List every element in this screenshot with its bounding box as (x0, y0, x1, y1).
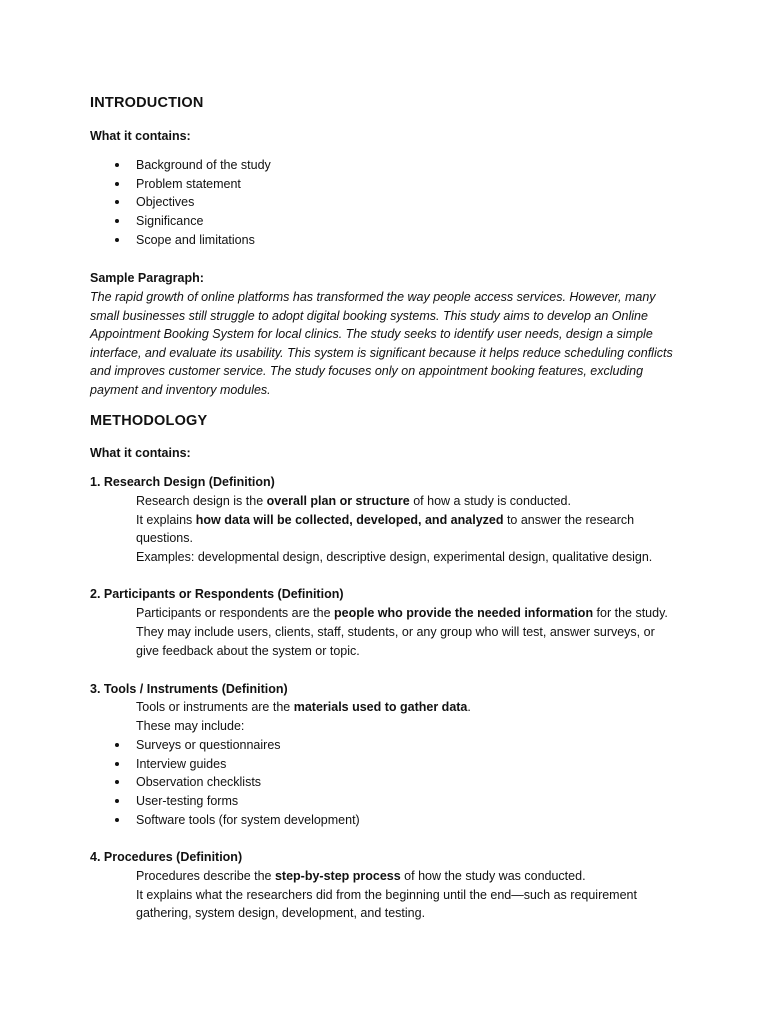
text-run: Tools or instruments are the (136, 700, 294, 714)
section-line: These may include: (136, 719, 245, 733)
text-run-bold: people who provide the needed information (334, 606, 594, 620)
section-line (136, 867, 586, 886)
sample-paragraph (90, 288, 673, 400)
introduction-heading: INTRODUCTION (90, 95, 204, 111)
list-item: Scope and limitations (136, 233, 255, 247)
text-run-bold: materials used to gather data (293, 700, 468, 714)
sample-paragraph-label: Sample Paragraph: (90, 271, 204, 285)
text-run: Participants or respondents are the (136, 606, 335, 620)
bullet-icon (115, 743, 119, 747)
section-line (136, 698, 471, 717)
list-item: Software tools (for system development) (136, 813, 360, 827)
paragraph-line: payment and inventory modules. (90, 382, 271, 397)
bullet-icon (115, 762, 119, 766)
text-run: . (467, 700, 471, 714)
list-item: User-testing forms (136, 794, 239, 808)
bullet-icon (115, 182, 119, 186)
section-procedures-title: 4. Procedures (Definition) (90, 850, 243, 864)
method-contains-label: What it contains: (90, 446, 191, 460)
methodology-heading: METHODOLOGY (90, 413, 208, 429)
text-run: to answer the research (503, 513, 635, 527)
section-line: Examples: developmental design, descriptive design, experimental design, qualitative design. (136, 550, 653, 564)
bullet-icon (115, 200, 119, 204)
section-line: They may include users, clients, staff, students, or any group who will test, answer surveys, or (136, 625, 655, 639)
section-line: gathering, system design, development, and testing. (136, 906, 426, 920)
bullet-icon (115, 238, 119, 242)
intro-contains-label: What it contains: (90, 129, 191, 143)
bullet-icon (115, 799, 119, 803)
bullet-icon (115, 780, 119, 784)
text-run: It explains (136, 513, 196, 527)
bullet-icon (115, 818, 119, 822)
text-run: for the study. (593, 606, 668, 620)
text-run-bold: step-by-step process (274, 869, 401, 883)
section-line: questions. (136, 531, 193, 545)
text-run-bold: how data will be collected, developed, and analyzed (195, 513, 504, 527)
section-line (136, 604, 668, 623)
section-line (136, 492, 571, 511)
list-item: Surveys or questionnaires (136, 738, 281, 752)
list-item: Problem statement (136, 177, 241, 191)
list-item: Observation checklists (136, 775, 262, 789)
paragraph-line: small businesses still struggle to adopt digital booking systems. This study aims to develop an Online (90, 308, 648, 323)
paragraph-line: and improves customer service. The study focuses only on appointment booking features, excluding (90, 364, 644, 379)
paragraph-line: interface, and evaluate its usability. This system is significant because it helps reduce scheduling conflicts (90, 345, 673, 360)
bullet-icon (115, 163, 119, 167)
bullet-icon (115, 219, 119, 223)
section-line: give feedback about the system or topic. (136, 644, 360, 658)
text-run: Research design is the (136, 494, 267, 508)
list-item: Significance (136, 214, 204, 228)
paragraph-line: The rapid growth of online platforms has transformed the way people access services. However, many (90, 290, 656, 304)
section-line (136, 511, 634, 530)
list-item: Background of the study (136, 158, 271, 172)
text-run: of how a study is conducted. (409, 494, 571, 508)
list-item: Interview guides (136, 757, 227, 771)
section-tools-title: 3. Tools / Instruments (Definition) (90, 682, 288, 696)
section-line: It explains what the researchers did from the beginning until the end—such as requirement (136, 888, 637, 902)
text-run: of how the study was conducted. (400, 869, 586, 883)
list-item: Objectives (136, 195, 195, 209)
section-research-design-title: 1. Research Design (Definition) (90, 475, 275, 489)
paragraph-line: Appointment Booking System for local clinics. The study seeks to identify user needs, design a simple (90, 327, 653, 342)
text-run: Procedures describe the (136, 869, 275, 883)
section-participants-title: 2. Participants or Respondents (Definition) (90, 587, 344, 601)
text-run-bold: overall plan or structure (266, 494, 410, 508)
